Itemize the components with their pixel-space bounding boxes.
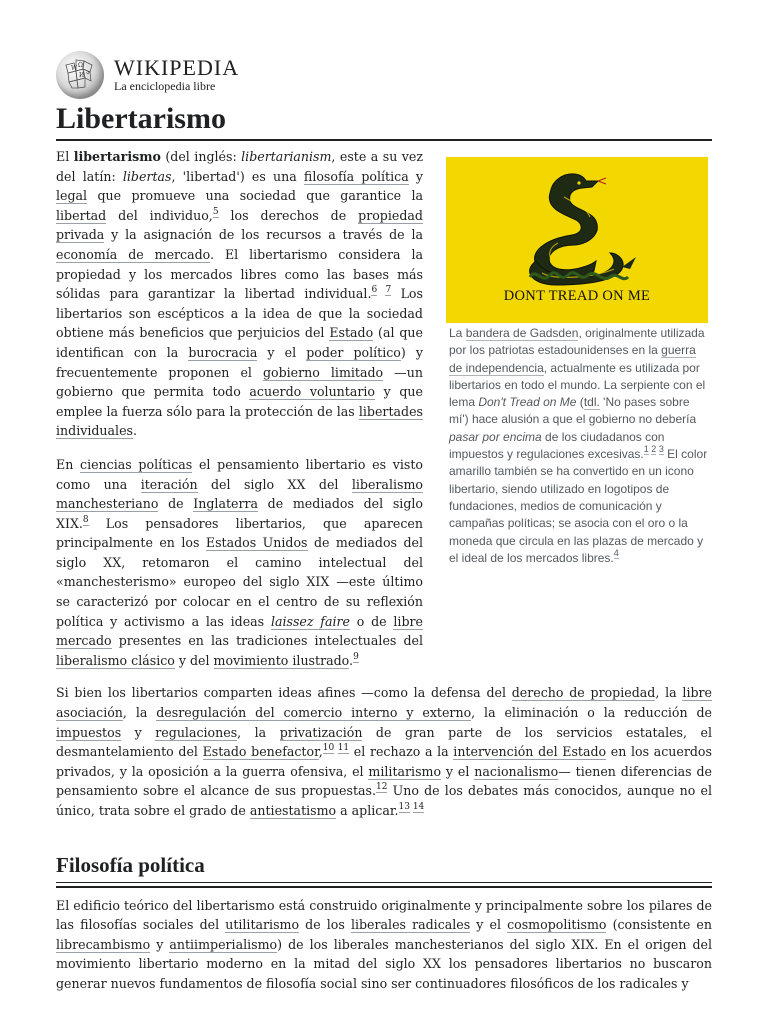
link-cosmopolitismo[interactable]: cosmopolitismo xyxy=(507,917,607,933)
paragraph-3 xyxy=(56,683,712,820)
text: ) de los liberales manchesterianos del siglo xyxy=(277,936,572,952)
reference-2[interactable]: 2 xyxy=(651,444,657,455)
caption-italic: pasar por encima xyxy=(449,429,542,444)
site-header xyxy=(56,52,712,98)
svg-text:W: W xyxy=(71,65,78,72)
text: y del xyxy=(174,652,214,668)
flag-motto-text: DONT TREAD ON ME xyxy=(503,288,651,304)
text: de mediados del siglo xyxy=(258,496,423,512)
link-gobierno-limitado[interactable]: gobierno limitado xyxy=(262,364,384,380)
link-utilitarismo[interactable]: utilitarismo xyxy=(225,917,300,933)
text: y xyxy=(408,168,423,184)
caption-text: El color amarillo también se ha convertido en un icono libertario, siendo utilizado en logotipos de fundaciones, medios de comunicación y campañas políticas; se asocia con el oro o la moneda que circula en las plazas de mercado y el ideal de los mercados libres. xyxy=(449,447,708,565)
link-laissez-faire[interactable]: laissez faire xyxy=(270,613,350,629)
brand-tagline: La enciclopedia libre xyxy=(114,79,216,93)
link-estados-unidos[interactable]: Estados Unidos xyxy=(205,535,308,551)
text: , 'libertad') es una xyxy=(171,168,304,184)
reference-1[interactable]: 1 xyxy=(643,444,649,455)
text: los pensadores libertarios no buscaron generar nuevos fundamentos de filosofía social sino ser continuadores filosóficos de los radicales y xyxy=(56,956,712,991)
link-antiimperialismo[interactable]: antiimperialismo xyxy=(169,936,278,952)
paragraph-4 xyxy=(56,896,712,994)
text: (al que identifican con la xyxy=(56,325,423,360)
text: , la xyxy=(122,705,157,721)
text: y que emplee la fuerza sólo para la protección de las xyxy=(56,384,424,419)
caption-text: La xyxy=(449,326,466,340)
svg-text:ي: ي xyxy=(86,69,90,75)
text: del xyxy=(305,476,352,492)
century-numeral: XIX xyxy=(571,936,595,952)
text: y el xyxy=(257,344,307,360)
text: Los pensadores libertarios, que aparecen principalmente en los xyxy=(56,515,423,551)
century-numeral: XX xyxy=(103,554,122,570)
text: y xyxy=(121,724,156,740)
gadsden-flag-image[interactable] xyxy=(446,157,708,323)
reference-10[interactable]: 10 xyxy=(322,743,335,754)
gadsden-flag-figure xyxy=(446,157,712,567)
text: . xyxy=(133,423,138,439)
figure-caption xyxy=(446,325,712,567)
text: , este a su vez del latín: xyxy=(56,149,423,184)
page-title: Libertarismo xyxy=(56,100,712,141)
link-nacionalismo[interactable]: nacionalismo xyxy=(474,763,559,779)
text: Uno de los debates más conocidos, aunque no el único, trata sobre el grado de xyxy=(56,783,712,818)
text: de gran parte de los servicios estatales, el desmantelamiento del xyxy=(56,724,712,760)
link-libre-mercado[interactable]: libre mercado xyxy=(56,613,423,649)
text: el pensamiento libertario es visto como una xyxy=(56,456,423,492)
paragraph-2 xyxy=(56,455,423,671)
text: y xyxy=(150,936,170,952)
link-libertad[interactable]: libertad xyxy=(56,207,107,223)
reference-4[interactable]: 4 xyxy=(613,547,619,558)
reference-12[interactable]: 12 xyxy=(375,782,388,793)
link-estado-benefactor[interactable]: Estado benefactor xyxy=(202,744,319,760)
reference-11[interactable]: 11 xyxy=(337,743,350,754)
lead-section xyxy=(56,147,712,670)
link-liberalismo-manchesteriano[interactable]: liberalismo manchesteriano xyxy=(56,476,423,512)
link-libre-asociacion[interactable]: libre asociación xyxy=(56,685,713,721)
text: , xyxy=(318,744,323,760)
text: , retomaron el camino intelectual del «manchesterismo» europeo del siglo xyxy=(56,554,423,590)
link-desregulacion[interactable]: desregulación del comercio interno y externo xyxy=(156,705,472,721)
text: —un gobierno que permita todo xyxy=(56,364,423,400)
link-propiedad-privada[interactable]: propiedad privada xyxy=(56,207,423,243)
svg-text:Ω: Ω xyxy=(78,62,83,69)
link-filosofia-politica[interactable]: filosofía política xyxy=(303,168,409,184)
link-regulaciones[interactable]: regulaciones xyxy=(155,724,238,740)
link-iteracion[interactable]: iteración xyxy=(140,476,198,492)
reference-8[interactable]: 8 xyxy=(82,514,89,525)
brand-wordmark[interactable]: WIKIPEDIA xyxy=(114,55,240,80)
caption-italic: Don't Tread on Me xyxy=(478,395,577,410)
century-numeral: XIX xyxy=(56,515,79,531)
link-bandera-de-gadsden[interactable]: bandera de Gadsden xyxy=(465,326,579,340)
text: El xyxy=(56,149,74,164)
reference-9[interactable]: 9 xyxy=(353,651,359,662)
text: de xyxy=(158,496,194,512)
lead-text-column xyxy=(56,147,423,670)
link-militarismo[interactable]: militarismo xyxy=(368,763,442,779)
bold-term: libertarismo xyxy=(73,149,161,164)
section-heading-filosofia-politica: Filosofía política xyxy=(56,851,712,888)
text: , la xyxy=(655,685,683,701)
text: , la xyxy=(237,724,280,740)
text: En xyxy=(56,456,81,472)
italic-term: libertas xyxy=(122,168,172,184)
article-page xyxy=(56,52,712,994)
link-antiestatismo[interactable]: antiestatismo xyxy=(249,803,337,818)
caption-text: , actualmente es utilizada por libertarios en todo el mundo. La serpiente con el lema xyxy=(449,360,706,410)
text: . El libertarismo considera la propiedad y los mercados libres como las bases más sólidas para garantizar la libertad individual. xyxy=(56,246,424,302)
text: . En el origen del movimiento libertario moderno en la mitad del siglo xyxy=(56,936,713,972)
text: del individuo, xyxy=(106,207,213,223)
text: , la eliminación o la reducción de xyxy=(471,705,713,721)
text: El edificio teórico del libertarismo está construido originalmente y principalmente sobre los pilares de las filosofías sociales del xyxy=(56,897,712,933)
link-impuestos[interactable]: impuestos xyxy=(56,724,122,740)
text: los derechos de xyxy=(218,207,359,223)
text: a aplicar. xyxy=(336,803,399,818)
century-numeral: XIX xyxy=(306,574,330,590)
link-tdl[interactable]: tdl. xyxy=(583,395,600,410)
link-derecho-de-propiedad[interactable]: derecho de propiedad xyxy=(511,685,656,701)
text: . xyxy=(349,652,354,668)
text: (del inglés: xyxy=(160,149,242,164)
reference-6[interactable]: 6 xyxy=(371,285,378,296)
reference-14[interactable]: 14 xyxy=(412,802,425,812)
reference-7[interactable]: 7 xyxy=(385,285,392,296)
text: — tienen diferencias de pensamiento sobre el alcance de sus propuestas. xyxy=(56,763,712,799)
link-librecambismo[interactable]: librecambismo xyxy=(56,936,151,952)
link-libertades-individuales[interactable]: libertades individuales xyxy=(56,403,423,439)
text: y el xyxy=(470,917,508,933)
text: de los xyxy=(299,917,351,933)
century-numeral: XX xyxy=(423,956,441,972)
text: en los acuerdos privados, y la oposición a la guerra ofensiva, el xyxy=(56,744,712,779)
text: . xyxy=(78,515,83,531)
text: que promueve una sociedad que garantice la xyxy=(87,188,423,204)
svg-text:И: И xyxy=(79,72,85,79)
reference-13[interactable]: 13 xyxy=(398,802,410,812)
text: Si bien los libertarios comparten ideas afines —como la defensa del xyxy=(56,685,512,701)
italic-term: libertarianism xyxy=(241,149,332,164)
text: Los libertarios son escépticos a la idea de que la sociedad obtiene más beneficios que perjuicios del xyxy=(56,286,423,341)
century-numeral: XX xyxy=(287,476,306,492)
paragraph-1 xyxy=(56,147,423,441)
link-economia-de-mercado[interactable]: economía de mercado xyxy=(56,246,211,262)
text: de mediados del siglo xyxy=(56,535,423,570)
link-legal[interactable]: legal xyxy=(56,188,88,204)
caption-text: ( xyxy=(576,395,584,410)
reference-5[interactable]: 5 xyxy=(212,206,219,217)
text: —este último se caracterizó por colocar en el centro de su reflexión política y activismo a las ideas xyxy=(56,574,423,629)
link-poder-politico[interactable]: poder político xyxy=(306,344,401,360)
caption-text: , originalmente utilizada por los patriotas estadounidenses en la xyxy=(449,326,705,358)
text: presentes en las tradiciones intelectuales del xyxy=(111,633,423,649)
link-ciencias-politicas[interactable]: ciencias políticas xyxy=(80,456,193,472)
brand-block xyxy=(114,57,239,93)
reference-3[interactable]: 3 xyxy=(658,444,664,455)
text: (consistente en xyxy=(606,917,712,933)
text: y el xyxy=(441,763,475,779)
link-liberales-radicales[interactable]: liberales radicales xyxy=(350,917,471,933)
text: o de xyxy=(349,613,394,629)
link-liberalismo-clasico[interactable]: liberalismo clásico xyxy=(56,652,175,668)
text: el rechazo a la xyxy=(349,744,454,760)
caption-text: 'No pases sobre mí') hace alusión a que el gobierno no debería xyxy=(449,395,697,427)
link-burocracia[interactable]: burocracia xyxy=(188,344,258,360)
link-privatizacion[interactable]: privatización xyxy=(279,724,363,740)
link-guerra-de-independencia[interactable]: guerra de independencia xyxy=(449,343,696,375)
caption-text: de los ciudadanos con impuestos y regulaciones excesivas. xyxy=(449,429,665,462)
text: del siglo xyxy=(197,476,288,492)
link-movimiento-ilustrado[interactable]: movimiento ilustrado xyxy=(213,652,350,668)
link-inglaterra[interactable]: Inglaterra xyxy=(193,496,259,512)
wikipedia-globe-logo-icon[interactable] xyxy=(56,51,104,99)
link-acuerdo-voluntario[interactable]: acuerdo voluntario xyxy=(249,384,375,400)
text: ) y frecuentemente proponen el xyxy=(56,344,424,380)
link-intervencion-del-estado[interactable]: intervención del Estado xyxy=(453,744,607,760)
link-estado[interactable]: Estado xyxy=(329,325,374,341)
text: y la asignación de los recursos a través de la xyxy=(104,227,423,243)
